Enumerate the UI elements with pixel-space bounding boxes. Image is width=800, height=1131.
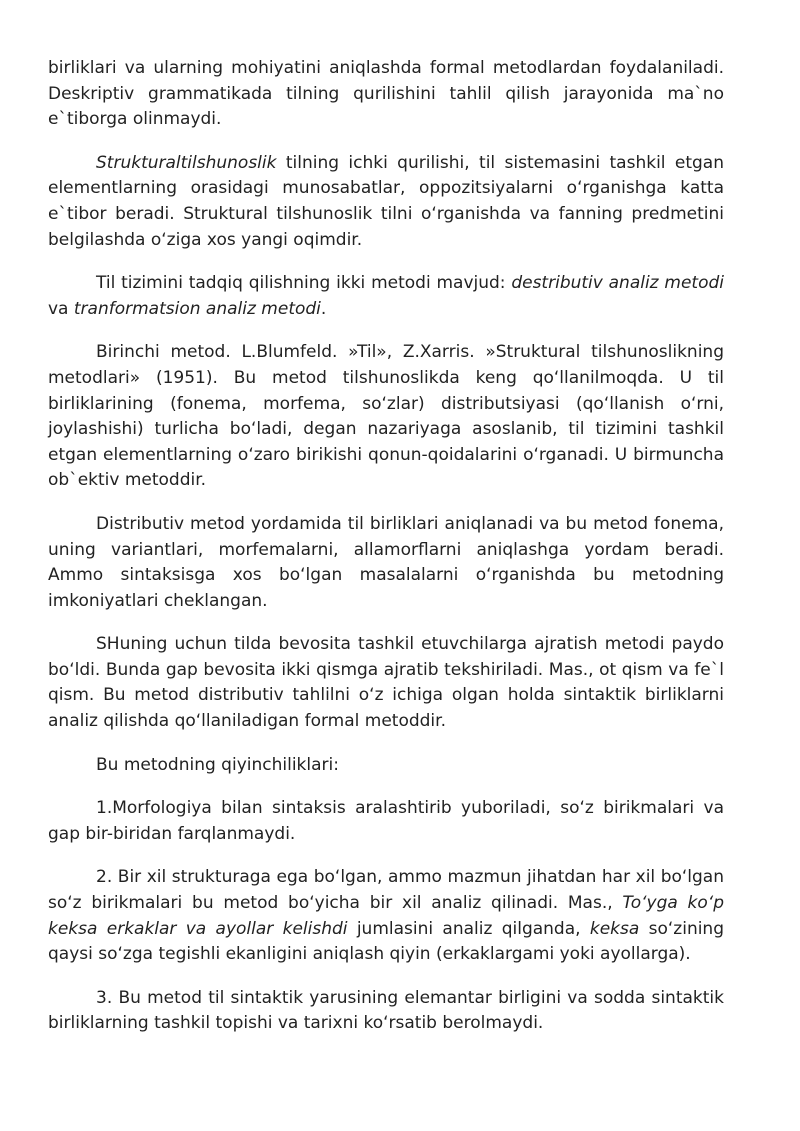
paragraph-4-text: Birinchi metod. L.Blumfeld. »Til», Z.Xarris. »Struktural tilshunoslikning metodlari» (1951). Bu metod tilshunoslikda keng qo‘llanilmoqda. U til birliklarining (fonema, morfema, so‘zlar) distributsiyasi (qo‘llanish o‘rni, joylashishi) turlicha bo‘ladi, degan nazariyaga asoslanib, til tizimini tashkil etgan elementlarning o‘zaro birikishi qonun-qoidalarini o‘rganadi. U birmuncha ob`ektiv metoddir. xyxy=(48,342,724,491)
paragraph-9-text-b: jumlasini analiz qilganda, xyxy=(347,918,590,939)
term-tranformatsion-analiz: tranformatsion analiz metodi xyxy=(73,298,321,319)
paragraph-7 xyxy=(48,753,724,779)
example-word-keksa: keksa xyxy=(589,918,640,939)
paragraph-9-text-a: 2. Bir xil strukturaga ega bo‘lgan, ammo mazmun jihatdan har xil bo‘lgan so‘z birikmalari bu metod bo‘yicha bir xil analiz qilinadi. Mas., xyxy=(48,867,724,914)
paragraph-5-text: Distributiv metod yordamida til birliklari aniqlanadi va bu metod fonema, uning variantlari, morfemalarni, allamorflarni aniqlashga yordam beradi. Ammo sintaksisga xos bo‘lgan masalalarni o‘rganishda bu metodning imkoniyatlari cheklangan. xyxy=(48,513,724,611)
example-sentence: To‘yga ko‘p keksa erkaklar va ayollar kelishdi xyxy=(48,893,724,939)
paragraph-2-text: tilning ichki qurilishi, til sistemasini tashkil etgan elementlarning orasidagi munosabatlar, oppozitsiyalarni o‘rganishga katta e`tibor beradi. Struktural tilshunoslik tilni o‘rganishda va fanning predmetini belgilashda o‘ziga xos yangi oqimdir. xyxy=(48,152,724,250)
paragraph-9-text-c: so‘zining qaysi so‘zga tegishli ekanligini aniqlash qiyin (erkaklargami yoki ayollarga). xyxy=(48,918,725,965)
paragraph-1-text: birliklari va ularning mohiyatini aniqlashda formal metodlardan foydalaniladi. Deskriptiv grammatikada tilning qurilishini tahlil qilish jarayonida ma`no e`tiborga olinmaydi. xyxy=(48,58,724,130)
paragraph-6 xyxy=(48,632,724,734)
paragraph-2 xyxy=(48,151,724,253)
paragraph-1 xyxy=(48,56,724,133)
paragraph-3-text-b: va xyxy=(48,298,74,319)
paragraph-3 xyxy=(48,271,724,322)
paragraph-6-text: SHuning uchun tilda bevosita tashkil etuvchilarga ajratish metodi paydo bo‘ldi. Bunda gap bevosita ikki qismga ajratib tekshiriladi. Mas., ot qism va fe`l qism. Bu metod distributiv tahlilni o‘z ichiga olgan holda sintaktik birliklarni analiz qilishda qo‘llaniladigan formal metoddir. xyxy=(48,634,724,732)
paragraph-7-text: Bu metodning qiyinchiliklari: xyxy=(96,754,339,775)
paragraph-4 xyxy=(48,340,724,494)
term-struktural-tilshunoslik: Strukturaltilshunoslik xyxy=(96,152,277,173)
paragraph-10 xyxy=(48,986,724,1037)
paragraph-5 xyxy=(48,512,724,614)
paragraph-8-text: 1.Morfologiya bilan sintaksis aralashtirib yuboriladi, so‘z birikmalari va gap bir-biridan farqlanmaydi. xyxy=(48,798,724,844)
term-destributiv-analiz: destributiv analiz metodi xyxy=(511,273,724,294)
paragraph-9 xyxy=(48,865,724,967)
paragraph-10-text: 3. Bu metod til sintaktik yarusining elemantar birligini va sodda sintaktik birliklarning tashkil topishi va tarixni ko‘rsatib berolmaydi. xyxy=(48,987,724,1034)
paragraph-3-text-a: Til tizimini tadqiq qilishning ikki metodi mavjud: xyxy=(96,273,512,294)
paragraph-8 xyxy=(48,796,724,847)
paragraph-3-text-c: . xyxy=(320,298,327,319)
document-page xyxy=(48,56,724,1055)
